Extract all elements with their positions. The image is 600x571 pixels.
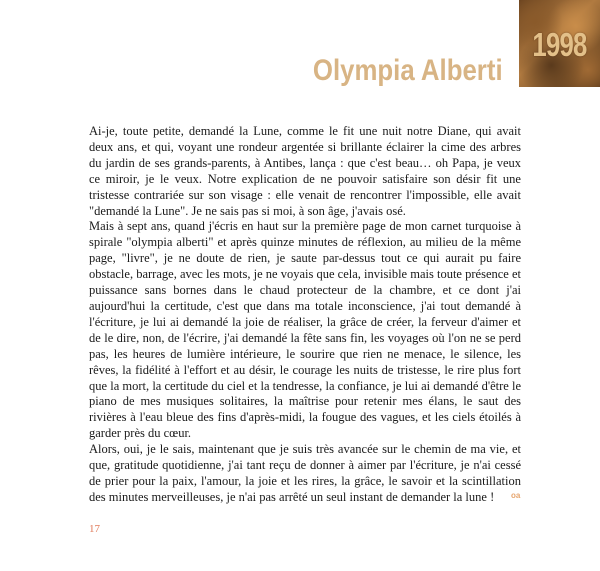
- paragraph-3: Alors, oui, je le sais, maintenant que je suis très avancée sur le chemin de ma vie, et que, gratitude quotidienne, j'ai tant reçu de donner à aimer par l'écriture, je n'ai cessé de prier pour la paix, l'amour, la joie et les rires, la grâce, le savoir et la scintillation des minutes merveilleuses, je n'ai pas arrêté un seul instant de demander la lune !: [89, 442, 521, 504]
- year-image-block: [519, 0, 600, 87]
- paragraph-2: Mais à sept ans, quand j'écris en haut sur la première page de mon carnet turquoise à spirale "olympia alberti" et après quinze minutes de réflexion, au milieu de la même page, "livre", je ne doute de rien, je saute par-dessus tout ce qui aurait pu faire obstacle, barrage, avec les mots, je ne voyais que cela, invisible mais toute présence et puissance sans bornes dans le chaud protecteur de la chambre, et ce dont j'ai aujourd'hui la certitude, c'est que dans ma totale inconscience, j'ai tout demandé à l'écriture, je lui ai demandé la joie de réaliser, la grâce de créer, la ferveur d'aimer et de le dire, non, de l'écrire, j'ai demandé la fête sans fin, les voyages où l'on ne se perd pas, les heures de lumière intérieure, le sourire que rien ne menace, le silence, les rêves, la fidélité à l'effort et au désir, le courage les nuits de tristesse, le rire plus fort que la mort, la certitude du ciel et la tendresse, la confiance, je lui ai demandé d'être le piano de mes musiques solitaires, la maîtrise pour retenir mes élans, le saut des rivières à l'eau bleue des fins d'après-midi, la fougue des vagues, et les ciels étoilés à garder près du cœur.: [89, 219, 521, 441]
- paragraph-1: Ai-je, toute petite, demandé la Lune, comme le fit une nuit notre Diane, qui avait deux ans, et qui, voyant une rondeur argentée si brillante éclairer la cime des arbres du jardin de ses grands-parents, à Antibes, lança : que c'est beau… oh Papa, je veux ce miroir, je le veux. Notre explication de ne pouvoir satisfaire son désir fit une tristesse contrariée sur son visage : elle venait de rencontrer l'impossible, elle avait "demandé la Lune". Je ne sais pas si moi, à son âge, j'avais osé.: [89, 124, 521, 218]
- body-text: [89, 124, 521, 506]
- page-number: 17: [89, 523, 100, 535]
- author-initials-signature: oa: [511, 491, 521, 500]
- author-name-heading: Olympia Alberti: [313, 54, 503, 87]
- year-label: 1998: [532, 26, 587, 63]
